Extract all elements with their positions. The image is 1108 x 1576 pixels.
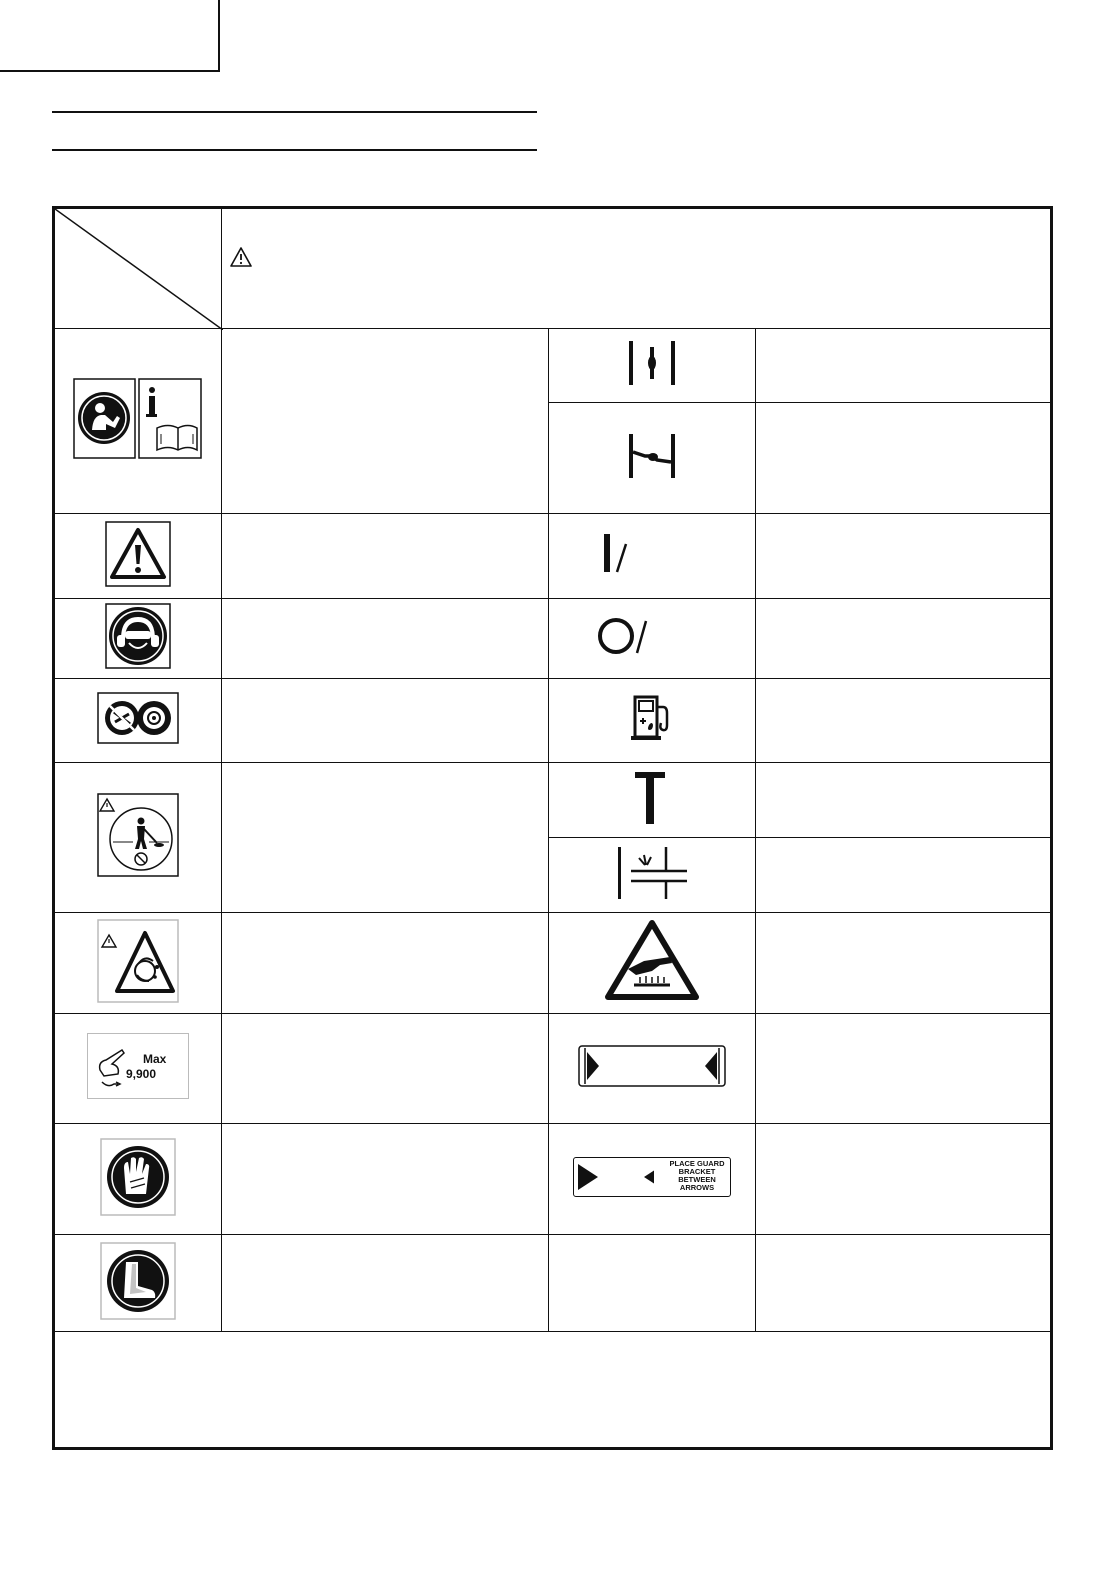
symbol-cell-fuel (549, 679, 756, 763)
bracket-line: BRACKET (678, 1166, 716, 1176)
desc-general-warning (222, 514, 549, 599)
desc-blade-prohibited (222, 679, 549, 763)
bracket-arrows (574, 1158, 654, 1196)
desc-read-manual (222, 329, 549, 514)
footer-note (54, 1332, 1052, 1449)
symbol-cell-max-speed (54, 1014, 222, 1124)
bracket-text (666, 1160, 728, 1192)
language-tab (0, 0, 220, 72)
symbol-cell-blade-prohibited (54, 679, 222, 763)
warning-triangle-small-icon (230, 247, 252, 267)
symbol-cell-wear-boots (54, 1235, 222, 1332)
general-warning-icon (105, 521, 171, 587)
desc-primer (756, 838, 1052, 913)
title-line-2 (52, 149, 537, 151)
symbol-cell-head-protection (54, 599, 222, 679)
head-protection-icon (105, 603, 171, 669)
symbol-cell-guard-bracket (549, 1124, 756, 1235)
symbol-cell-thrown-objects (54, 913, 222, 1014)
wear-gloves-icon (100, 1138, 176, 1216)
desc-wear-boots (222, 1235, 549, 1332)
header-cell (222, 208, 1052, 329)
read-manual-icon (73, 378, 203, 460)
desc-fuel (756, 679, 1052, 763)
symbol-cell-guard-arrows (549, 1014, 756, 1124)
symbol-cell-choke-closed (549, 403, 756, 514)
desc-max-speed (222, 1014, 549, 1124)
symbol-cell-t-handle (549, 763, 756, 838)
thrown-objects-icon (97, 919, 179, 1003)
switch-off-icon (549, 611, 756, 661)
max-speed-label-icon (87, 1033, 189, 1099)
t-handle-icon (549, 768, 756, 828)
desc-switch-on (756, 514, 1052, 599)
choke-open-icon (627, 339, 677, 387)
symbol-cell-bystander-distance (54, 763, 222, 913)
desc-head-protection (222, 599, 549, 679)
blade-prohibited-icon (97, 692, 179, 744)
symbol-cell-primer (549, 838, 756, 913)
desc-guard-arrows (756, 1014, 1052, 1124)
symbol-cell-switch-on (549, 514, 756, 599)
max-label: Max (143, 1052, 167, 1066)
bystander-distance-icon (97, 793, 179, 877)
symbol-cell-wear-gloves (54, 1124, 222, 1235)
desc-guard-bracket (756, 1124, 1052, 1235)
fuel-pump-icon (627, 693, 677, 743)
bracket-line: PLACE GUARD (669, 1158, 725, 1168)
wear-boots-icon (100, 1242, 176, 1320)
hot-surface-icon (604, 919, 700, 1003)
guard-arrows-icon (577, 1044, 727, 1088)
bracket-line: BETWEEN (678, 1174, 716, 1184)
desc-bystander-distance (222, 763, 549, 913)
max-value: 9,900 (126, 1067, 157, 1081)
desc-switch-off (756, 599, 1052, 679)
switch-on-icon (549, 524, 756, 584)
diagonal-line (55, 209, 223, 330)
desc-wear-gloves (222, 1124, 549, 1235)
symbol-cell-switch-off (549, 599, 756, 679)
desc-t-handle (756, 763, 1052, 838)
symbol-cell-read-manual (54, 329, 222, 514)
title-line-1 (52, 111, 537, 113)
desc-empty (756, 1235, 1052, 1332)
guard-bracket-label-icon (573, 1157, 731, 1197)
desc-choke-closed (756, 403, 1052, 514)
desc-thrown-objects (222, 913, 549, 1014)
symbol-cell-choke-open (549, 329, 756, 403)
primer-icon (549, 843, 756, 903)
choke-closed-icon (627, 432, 677, 480)
desc-choke-open (756, 329, 1052, 403)
bracket-line: ARROWS (679, 1182, 715, 1192)
symbol-cell-general-warning (54, 514, 222, 599)
desc-hot-surface (756, 913, 1052, 1014)
corner-cell (54, 208, 222, 329)
symbols-table (52, 206, 1053, 1450)
symbol-cell-hot-surface (549, 913, 756, 1014)
symbol-cell-empty (549, 1235, 756, 1332)
